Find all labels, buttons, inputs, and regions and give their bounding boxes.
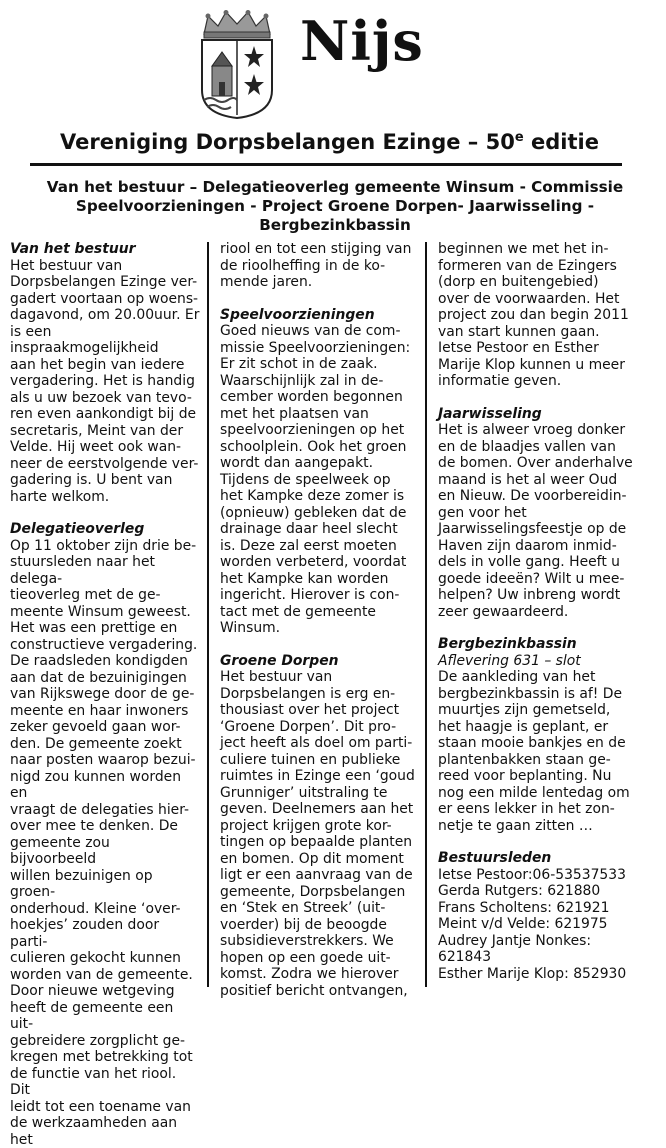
column-1	[10, 241, 200, 1148]
section-title-bestuur: Van het bestuur	[10, 241, 200, 258]
edition-line	[60, 130, 620, 154]
edition-superscript: e	[515, 130, 524, 145]
section-title-speel: Speelvoorzieningen	[220, 307, 415, 324]
edition-prefix: Vereniging Dorpsbelangen Ezinge – 50	[60, 130, 515, 154]
edition-suffix: editie	[524, 130, 599, 154]
column-divider	[207, 242, 209, 987]
continued-text: beginnen we met het in- formeren van de Ezingers (dorp en buitengebied) over de voorwaarden. Het project zou dan begin 2011 van start kunnen gaan. Ietse Pestoor en Esther Marije Klop kunnen u meer informatie geven.	[438, 241, 660, 390]
section-body-speel: Goed nieuws van de com- missie Speelvoorzieningen: Er zit schot in de zaak. Waarschijnlijk zal in de- cember worden begonnen met het plaatsen van speelvoorzieningen op het schoolplein. Ook het groen wordt dan aangepakt. Tijdens de speelweek op het Kampke deze zomer is (opnieuw) gebleken dat de drainage daar heel slecht is. Deze zal eerst moeten worden verbeterd, voordat het Kampke kan worden ingericht. Hierover is con- tact met de gemeente Winsum.	[220, 323, 415, 637]
section-title-leden: Bestuursleden	[438, 850, 660, 867]
board-members-list: Ietse Pestoor:06-53537533 Gerda Rutgers: 621880 Frans Scholtens: 621921 Meint v/d Velde: 621975 Audrey Jantje Nonkes: 621843 Esther Marije Klop: 852930	[438, 867, 660, 983]
section-body-bestuur: Het bestuur van Dorpsbelangen Ezinge ver- gadert voortaan op woens- dagavond, om 20.00uur. Er is een inspraakmogelijkheid aan het begin van iedere vergadering. Het is handig als u uw bezoek van tevo- ren even aankondigt bij de secretaris, Meint van der Velde. Hij weet ook wan- neer de eerstvolgende ver- gadering is. U bent van harte welkom.	[10, 258, 200, 506]
section-body-jaar: Het is alweer vroeg donker en de blaadjes vallen van de bomen. Over anderhalve maand is het al weer Oud en Nieuw. De voorbereidin- gen voor het Jaarwisselingsfeestje op de Haven zijn daarom inmid- dels in volle gang. Heeft u goede ideeën? Wilt u mee- helpen? Uw inbreng wordt zeer gewaardeerd.	[438, 422, 660, 620]
section-title-jaar: Jaarwisseling	[438, 406, 660, 423]
headline: Van het bestuur – Delegatieoverleg gemeente Winsum - Commissie Speelvoorzieningen - Project Groene Dorpen- Jaarwisseling - Bergbezinkbassin	[40, 178, 630, 235]
section-body-berg: De aankleding van het bergbezinkbassin is af! De muurtjes zijn gemetseld, het haagje is geplant, er staan mooie bankjes en de plantenbakken staan ge- reed voor beplanting. Nu nog een milde lentedag om er eens lekker in het zon- netje te gaan zitten …	[438, 669, 660, 834]
header-rule	[30, 163, 622, 166]
column-divider	[425, 242, 427, 987]
masthead-title: Nijs	[300, 14, 424, 68]
column-3	[438, 241, 660, 982]
coat-of-arms-logo	[198, 10, 276, 120]
section-body-delegatie: Op 11 oktober zijn drie be- stuursleden naar het delega- tieoverleg met de ge- meente Winsum geweest. Het was een prettige en constructieve vergadering. De raadsleden kondigden aan dat de bezuinigingen van Rijkswege door de ge- meente en haar inwoners zeker gevoeld gaan wor- den. De gemeente zoekt naar posten waarop bezui- nigd zou kunnen worden en vraagt de delegaties hier- over mee te denken. De gemeente zou bijvoorbeeld willen bezuinigen op groen- onderhoud. Kleine ‘over- hoekjes’ zouden door parti- culieren gekocht kunnen worden van de gemeente. Door nieuwe wetgeving heeft de gemeente een uit- gebreidere zorgplicht ge- kregen met betrekking tot de functie van het riool. Dit leidt tot een toename van de werkzaamheden aan het	[10, 538, 200, 1148]
section-subtitle-berg: Aflevering 631 – slot	[438, 653, 660, 670]
section-title-berg: Bergbezinkbassin	[438, 636, 660, 653]
section-body-groene: Het bestuur van Dorpsbelangen is erg en- thousiast over het project ‘Groene Dorpen’. Dit pro- ject heeft als doel om parti- culiere tuinen en publieke ruimtes in Ezinge een ‘goud Grunniger’ uitstraling te geven. Deelnemers aan het project krijgen grote kor- tingen op bepaalde planten en bomen. Op dit moment ligt er een aanvraag van de gemeente, Dorpsbelangen en ‘Stek en Streek’ (uit- voerder) bij de beoogde subsidieverstrekkers. We hopen op een goede uit- komst. Zodra we hierover positief bericht ontvangen,	[220, 669, 415, 999]
column-2	[220, 241, 415, 999]
continued-text: riool en tot een stijging van de rioolheffing in de ko- mende jaren.	[220, 241, 415, 291]
section-title-groene: Groene Dorpen	[220, 653, 415, 670]
section-title-delegatie: Delegatieoverleg	[10, 521, 200, 538]
